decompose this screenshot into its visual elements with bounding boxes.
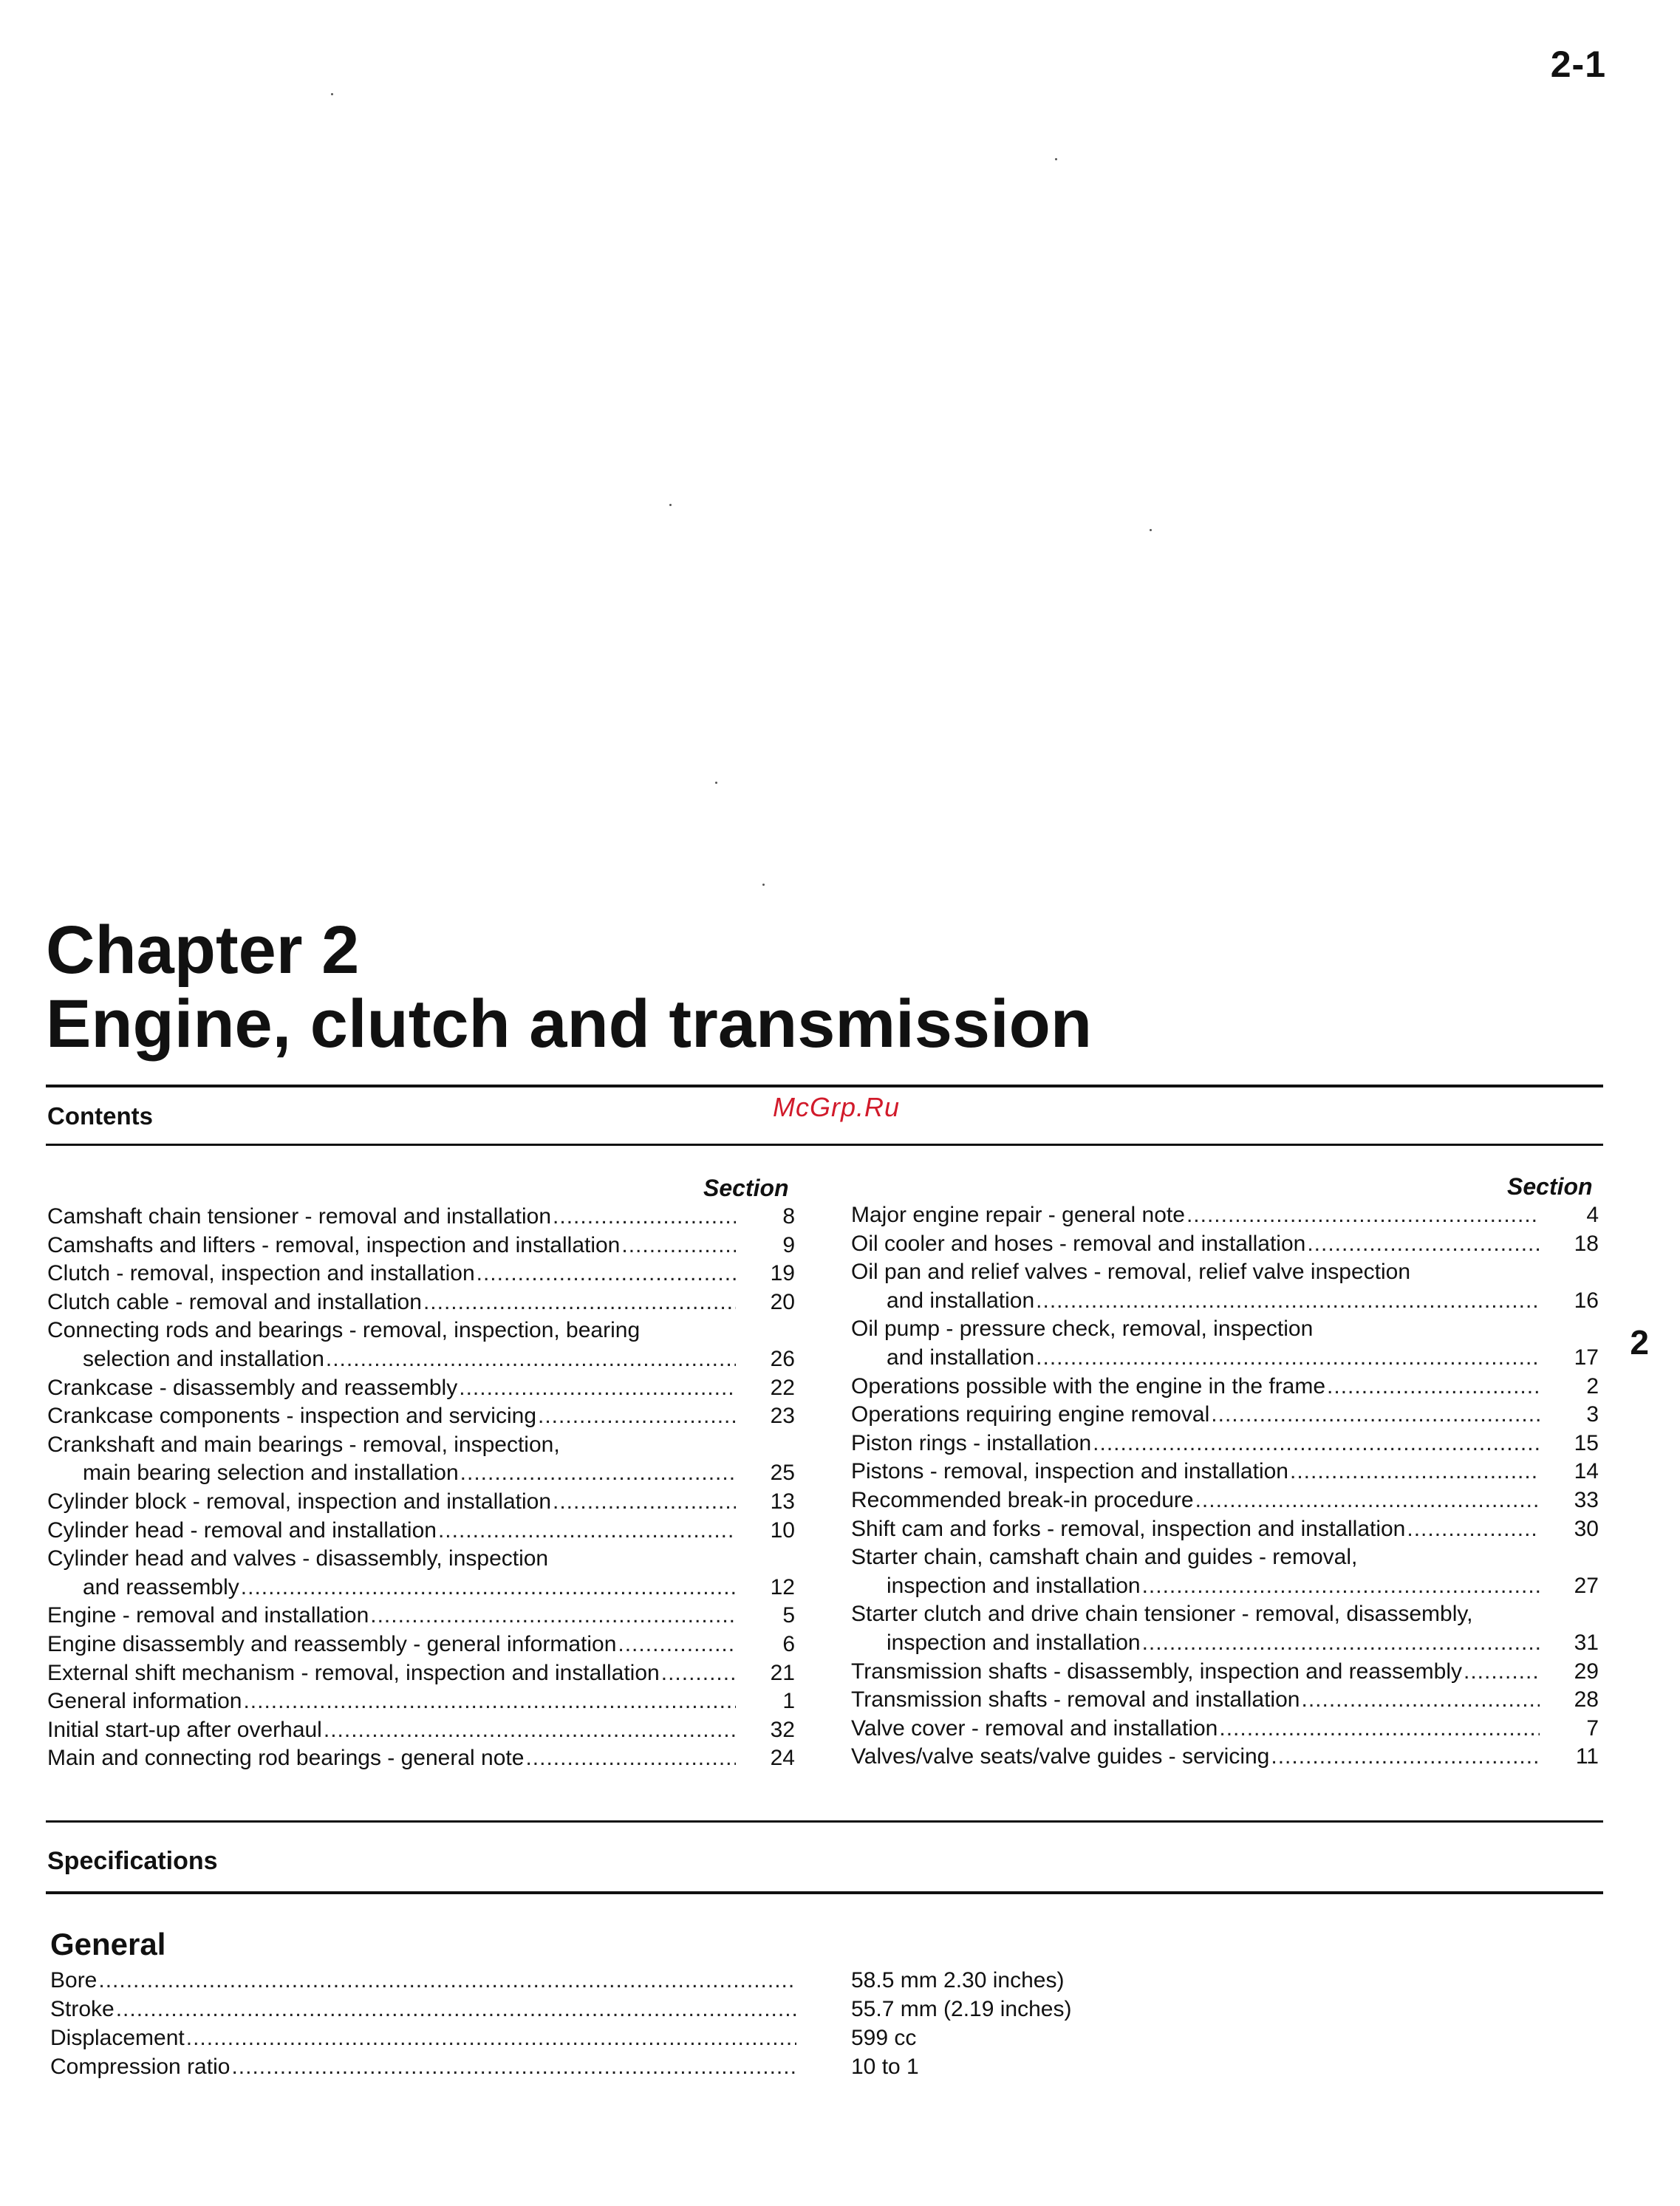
- dot-leader: [538, 1404, 736, 1429]
- entry-title: Cylinder block - removal, inspection and installation: [47, 1489, 552, 1514]
- contents-entry[interactable]: [47, 1661, 795, 1690]
- entry-title: Pistons - removal, inspection and installation: [851, 1459, 1288, 1484]
- dot-leader: [1307, 1232, 1540, 1257]
- contents-entry[interactable]: [47, 1318, 795, 1375]
- entry-title: Crankcase components - inspection and servicing: [47, 1404, 537, 1429]
- entry-title: Oil cooler and hoses - removal and installation: [851, 1231, 1306, 1256]
- entry-line: [851, 1232, 1599, 1260]
- section-number: 32: [770, 1717, 795, 1742]
- contents-entry[interactable]: [851, 1517, 1599, 1546]
- entry-title: Starter clutch and drive chain tensioner - removal, disassembly,: [851, 1602, 1473, 1627]
- entry-line: [47, 1290, 795, 1319]
- entry-title: and installation: [887, 1345, 1035, 1370]
- entry-title: selection and installation: [83, 1346, 324, 1371]
- contents-entry[interactable]: [47, 1632, 795, 1661]
- dot-leader: [1142, 1574, 1540, 1599]
- section-number: 8: [782, 1204, 795, 1229]
- dot-leader: [525, 1746, 736, 1771]
- entry-title: main bearing selection and installation: [83, 1461, 459, 1486]
- scan-speck: [762, 884, 765, 886]
- contents-entry[interactable]: [851, 1659, 1599, 1688]
- entry-line: [851, 1317, 1599, 1345]
- scan-speck: [669, 504, 672, 506]
- contents-entry[interactable]: [47, 1689, 795, 1718]
- dot-leader: [1211, 1402, 1540, 1427]
- scan-speck: [715, 782, 717, 784]
- dot-leader: [324, 1718, 736, 1743]
- entry-line: [851, 1345, 1599, 1374]
- contents-entry[interactable]: [47, 1546, 795, 1603]
- entry-title: Connecting rods and bearings - removal, inspection, bearing: [47, 1318, 641, 1343]
- section-number: 7: [1586, 1715, 1599, 1741]
- contents-entry[interactable]: [851, 1260, 1599, 1317]
- section-number: 11: [1575, 1744, 1599, 1769]
- section-number: 16: [1574, 1288, 1599, 1313]
- chapter-edge-tab: 2: [1630, 1323, 1649, 1362]
- dot-leader: [1407, 1517, 1540, 1542]
- entry-title: inspection and installation: [887, 1630, 1141, 1655]
- entry-line: [851, 1659, 1599, 1688]
- spec-value: 599 cc: [851, 2026, 917, 2050]
- entry-line: [47, 1603, 795, 1632]
- entry-title: Transmission shafts - disassembly, inspection and reassembly: [851, 1659, 1462, 1684]
- chapter-title: Engine, clutch and transmission: [46, 986, 1093, 1062]
- spec-row: [50, 2026, 796, 2055]
- dot-leader: [1186, 1203, 1540, 1228]
- specifications-bottom-rule: [46, 1891, 1603, 1894]
- section-number: 24: [770, 1746, 795, 1771]
- section-number: 26: [770, 1346, 795, 1371]
- entry-title: Starter chain, camshaft chain and guides - removal,: [851, 1545, 1358, 1570]
- contents-entry[interactable]: [851, 1459, 1599, 1488]
- contents-entry[interactable]: [47, 1746, 795, 1775]
- contents-entry[interactable]: [851, 1317, 1599, 1373]
- dot-leader: [621, 1233, 736, 1258]
- contents-entry[interactable]: [851, 1374, 1599, 1403]
- entry-title: Camshaft chain tensioner - removal and installation: [47, 1204, 552, 1229]
- entry-line: [47, 1261, 795, 1290]
- entry-title: Main and connecting rod bearings - general note: [47, 1746, 525, 1771]
- section-number: 20: [770, 1289, 795, 1314]
- section-number: 25: [770, 1461, 795, 1486]
- entry-title: Crankcase - disassembly and reassembly: [47, 1375, 458, 1400]
- entry-title: and installation: [887, 1288, 1035, 1313]
- dot-leader: [1301, 1687, 1540, 1712]
- entry-line: [851, 1431, 1599, 1460]
- entry-line: [851, 1459, 1599, 1488]
- section-number: 13: [770, 1489, 795, 1514]
- entry-line: [851, 1744, 1599, 1773]
- entry-line: [47, 1404, 795, 1432]
- dot-leader: [231, 2055, 796, 2080]
- section-number: 1: [782, 1689, 795, 1714]
- contents-entry[interactable]: [47, 1718, 795, 1746]
- entry-line: [47, 1632, 795, 1661]
- section-number: 18: [1574, 1231, 1599, 1256]
- contents-entry[interactable]: [47, 1432, 795, 1489]
- entry-title: Engine - removal and installation: [47, 1603, 369, 1628]
- entry-title: Transmission shafts - removal and installation: [851, 1687, 1300, 1712]
- dot-leader: [370, 1603, 736, 1628]
- entry-title: Crankshaft and main bearings - removal, inspection,: [47, 1432, 560, 1457]
- entry-line: [851, 1687, 1599, 1716]
- section-number: 6: [782, 1631, 795, 1656]
- scan-speck: [1150, 529, 1152, 531]
- entry-title: and reassembly: [83, 1574, 239, 1599]
- entry-line: [851, 1488, 1599, 1517]
- contents-entry[interactable]: [851, 1602, 1599, 1659]
- entry-line: [47, 1489, 795, 1518]
- entry-title: Clutch - removal, inspection and installation: [47, 1261, 475, 1286]
- entry-title: Camshafts and lifters - removal, inspection and installation: [47, 1232, 621, 1257]
- entry-title: Engine disassembly and reassembly - general information: [47, 1631, 617, 1656]
- section-number: 5: [782, 1603, 795, 1628]
- contents-entry[interactable]: [47, 1261, 795, 1290]
- page-number: 2-1: [1550, 44, 1606, 85]
- watermark-link[interactable]: McGrp.Ru: [773, 1092, 901, 1122]
- contents-bottom-rule: [46, 1144, 1603, 1146]
- dot-leader: [1142, 1630, 1540, 1656]
- section-number: 15: [1574, 1430, 1599, 1455]
- contents-entry[interactable]: [47, 1376, 795, 1404]
- entry-line: [47, 1546, 795, 1575]
- section-number: 21: [770, 1660, 795, 1685]
- spec-label: Displacement: [50, 2026, 185, 2050]
- entry-title: General information: [47, 1689, 242, 1714]
- contents-entry[interactable]: [47, 1233, 795, 1262]
- dot-leader: [1036, 1345, 1540, 1370]
- section-number: 10: [770, 1517, 795, 1543]
- entry-line: [851, 1203, 1599, 1232]
- dot-leader: [423, 1290, 736, 1315]
- entry-line: [47, 1575, 795, 1604]
- dot-leader: [1290, 1459, 1540, 1484]
- entry-line: [47, 1347, 795, 1376]
- spec-row: [50, 1968, 796, 1997]
- chapter-number: Chapter 2: [46, 912, 360, 988]
- contents-entry[interactable]: [47, 1204, 795, 1233]
- dot-leader: [1195, 1488, 1540, 1513]
- spec-value: 58.5 mm 2.30 inches): [851, 1968, 1065, 1992]
- dot-leader: [326, 1347, 736, 1372]
- entry-line: [47, 1689, 795, 1718]
- dot-leader: [1036, 1288, 1540, 1314]
- entry-title: Initial start-up after overhaul: [47, 1717, 322, 1742]
- dot-leader: [438, 1518, 736, 1543]
- section-number: 23: [770, 1404, 795, 1429]
- entry-title: inspection and installation: [887, 1573, 1141, 1598]
- spec-value: 55.7 mm (2.19 inches): [851, 1997, 1072, 2021]
- entry-line: [851, 1260, 1599, 1288]
- dot-leader: [1093, 1431, 1540, 1456]
- section-column-header-right: Section: [1507, 1173, 1593, 1200]
- dot-leader: [116, 1997, 796, 2022]
- entry-line: [851, 1630, 1599, 1659]
- scan-speck: [1055, 158, 1057, 160]
- contents-entry[interactable]: [851, 1232, 1599, 1260]
- entry-title: Recommended break-in procedure: [851, 1487, 1194, 1512]
- entry-title: Oil pan and relief valves - removal, relief valve inspection: [851, 1260, 1411, 1285]
- entry-title: Valve cover - removal and installation: [851, 1715, 1218, 1741]
- entry-line: [47, 1376, 795, 1404]
- entry-line: [47, 1718, 795, 1746]
- contents-entry[interactable]: [851, 1402, 1599, 1431]
- contents-list-right: [851, 1203, 1599, 1773]
- spec-label: Stroke: [50, 1997, 115, 2021]
- entry-line: [47, 1661, 795, 1690]
- section-number: 31: [1574, 1630, 1599, 1655]
- entry-title: External shift mechanism - removal, inspection and installation: [47, 1660, 660, 1685]
- entry-line: [47, 1746, 795, 1775]
- contents-entry[interactable]: [851, 1545, 1599, 1602]
- contents-entry[interactable]: [47, 1603, 795, 1632]
- section-number: 9: [782, 1232, 795, 1257]
- contents-entry[interactable]: [851, 1744, 1599, 1773]
- section-number: 14: [1574, 1459, 1599, 1484]
- specifications-heading: Specifications: [47, 1847, 218, 1875]
- entry-line: [851, 1374, 1599, 1403]
- section-number: 19: [770, 1261, 795, 1286]
- spec-row: [50, 2055, 796, 2083]
- entry-line: [47, 1461, 795, 1489]
- entry-line: [47, 1233, 795, 1262]
- section-number: 27: [1574, 1573, 1599, 1598]
- contents-list-left: [47, 1204, 795, 1775]
- entry-title: Cylinder head and valves - disassembly, inspection: [47, 1546, 549, 1571]
- dot-leader: [460, 1461, 736, 1486]
- contents-entry[interactable]: [47, 1518, 795, 1547]
- entry-line: [851, 1716, 1599, 1745]
- dot-leader: [1271, 1744, 1540, 1769]
- entry-line: [851, 1545, 1599, 1574]
- section-number: 33: [1574, 1487, 1599, 1512]
- scan-speck: [331, 93, 333, 95]
- section-column-header-left: Section: [703, 1175, 789, 1201]
- section-number: 17: [1574, 1345, 1599, 1370]
- section-number: 2: [1586, 1373, 1599, 1399]
- spec-label: Compression ratio: [50, 2055, 231, 2079]
- spec-row: [50, 1997, 796, 2026]
- spec-value-list: [851, 1968, 1071, 2083]
- entry-line: [47, 1518, 795, 1547]
- spec-label: Bore: [50, 1968, 98, 1992]
- contents-entry[interactable]: [47, 1290, 795, 1319]
- entry-title: Operations requiring engine removal: [851, 1402, 1210, 1427]
- entry-title: Operations possible with the engine in the frame: [851, 1373, 1326, 1399]
- entry-line: [47, 1432, 795, 1461]
- spec-label-list: [50, 1968, 796, 2083]
- dot-leader: [98, 1968, 796, 1993]
- entry-title: Cylinder head - removal and installation: [47, 1517, 437, 1543]
- specifications-top-rule: [46, 1820, 1603, 1823]
- section-number: 29: [1574, 1659, 1599, 1684]
- dot-leader: [241, 1575, 736, 1600]
- general-heading: General: [50, 1927, 166, 1961]
- contents-entry[interactable]: [851, 1203, 1599, 1232]
- section-number: 30: [1574, 1516, 1599, 1541]
- dot-leader: [661, 1661, 736, 1686]
- contents-entry[interactable]: [851, 1431, 1599, 1460]
- contents-entry[interactable]: [47, 1404, 795, 1432]
- contents-entry[interactable]: [851, 1687, 1599, 1716]
- entry-line: [851, 1402, 1599, 1431]
- contents-heading: Contents: [47, 1102, 153, 1130]
- dot-leader: [1464, 1659, 1540, 1684]
- contents-entry[interactable]: [851, 1716, 1599, 1745]
- dot-leader: [1219, 1716, 1540, 1741]
- section-number: 4: [1586, 1203, 1599, 1227]
- contents-entry[interactable]: [47, 1489, 795, 1518]
- entry-line: [47, 1204, 795, 1233]
- entry-line: [47, 1318, 795, 1347]
- dot-leader: [477, 1261, 736, 1286]
- dot-leader: [553, 1204, 736, 1229]
- entry-line: [851, 1574, 1599, 1602]
- entry-title: Shift cam and forks - removal, inspection and installation: [851, 1516, 1406, 1541]
- entry-title: Oil pump - pressure check, removal, inspection: [851, 1317, 1314, 1342]
- entry-line: [851, 1288, 1599, 1317]
- dot-leader: [243, 1689, 736, 1714]
- entry-title: Valves/valve seats/valve guides - servicing: [851, 1744, 1270, 1769]
- dot-leader: [618, 1632, 736, 1657]
- entry-title: Major engine repair - general note: [851, 1203, 1185, 1227]
- section-number: 3: [1586, 1402, 1599, 1427]
- section-number: 22: [770, 1375, 795, 1400]
- contents-entry[interactable]: [851, 1488, 1599, 1517]
- entry-line: [851, 1517, 1599, 1546]
- dot-leader: [1327, 1374, 1540, 1399]
- section-number: 28: [1574, 1687, 1599, 1712]
- contents-top-rule: [46, 1085, 1603, 1087]
- entry-line: [851, 1602, 1599, 1630]
- spec-value: 10 to 1: [851, 2055, 919, 2079]
- entry-title: Clutch cable - removal and installation: [47, 1289, 422, 1314]
- entry-title: Piston rings - installation: [851, 1430, 1092, 1455]
- dot-leader: [553, 1489, 736, 1515]
- section-number: 12: [770, 1574, 795, 1599]
- dot-leader: [186, 2026, 796, 2051]
- dot-leader: [459, 1376, 736, 1401]
